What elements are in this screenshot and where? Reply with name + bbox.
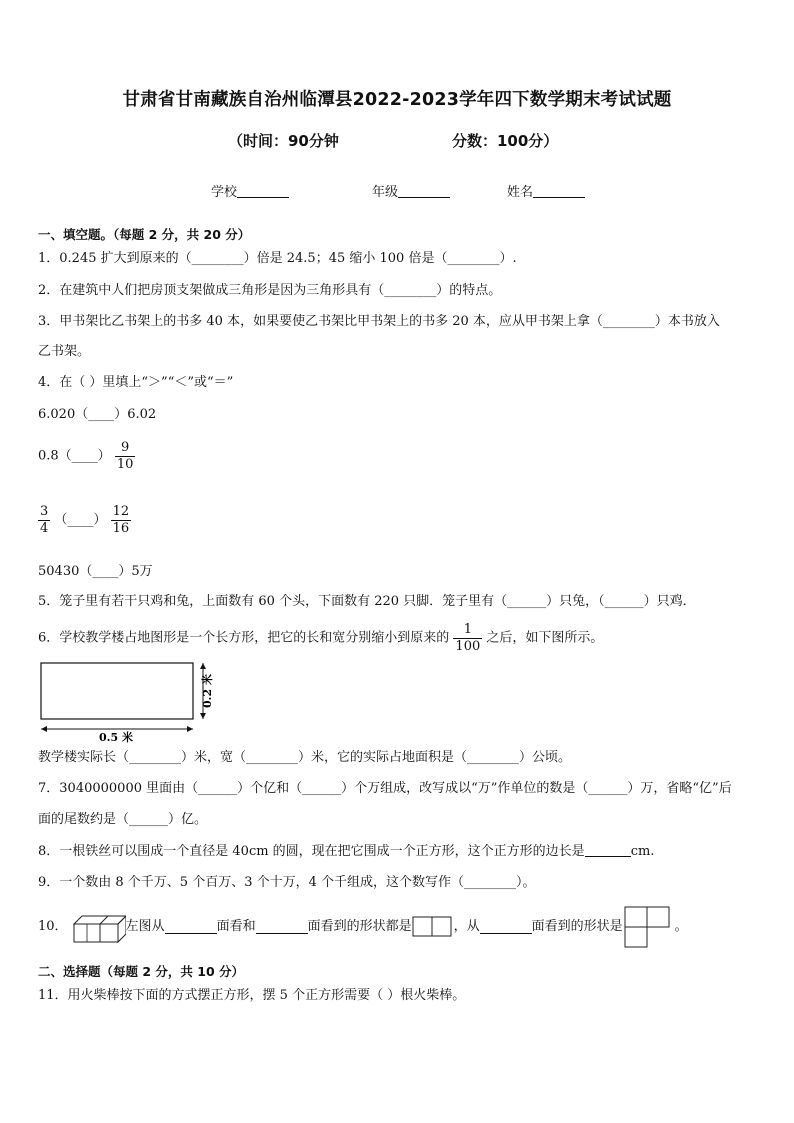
q4b-numerator: 9 (120, 440, 130, 455)
question-8 (38, 843, 654, 861)
q6-height-label: 0.2 米 (201, 674, 214, 708)
question-4c (38, 504, 131, 537)
question-3-line1: 3．甲书架比乙书架上的书多 40 本，如果要使乙书架比甲书架上的书多 20 本，应从甲书架上拿（________）本书放入 (38, 314, 720, 329)
grade-blank[interactable] (398, 185, 450, 198)
q4c-right-denominator: 16 (112, 521, 130, 536)
question-2: 2．在建筑中人们把房顶支架做成三角形是因为三角形具有（________）的特点。 (38, 283, 502, 298)
q4c-middle: （____） (54, 512, 107, 528)
name-blank[interactable] (533, 185, 585, 198)
school-field[interactable] (211, 181, 289, 200)
question-5: 5．笼子里有若干只鸡和兔，上面数有 60 个头，下面数有 220 只脚．笼子里有（______）只兔，（______）只鸡． (38, 594, 696, 609)
q6-post: 之后，如下图所示。 (486, 630, 604, 646)
question-4d: 50430（____）5万 (38, 564, 153, 579)
q6-numerator: 1 (463, 622, 472, 637)
question-10 (38, 905, 688, 949)
q10-text-2: 面看和 (216, 919, 256, 934)
question-3-line2: 乙书架。 (38, 344, 91, 359)
l-shape-squares-icon (623, 905, 671, 949)
q8-post: cm. (630, 844, 655, 859)
q10-text-5: 面看到的形状是 (531, 919, 623, 934)
question-6-answer: 教学楼实际长（________）米，宽（________）米，它的实际占地面积是（________）公顷。 (38, 750, 572, 765)
name-field[interactable] (507, 181, 585, 200)
q10-number: 10． (38, 919, 68, 934)
q10-text-1: 左图从 (125, 919, 165, 934)
grade-field[interactable] (372, 181, 450, 200)
q10-text-3: 面看到的形状都是 (307, 919, 412, 934)
q4c-fraction-left (38, 504, 50, 537)
school-blank[interactable] (237, 185, 289, 198)
two-squares-icon (412, 915, 454, 939)
cube-stack-icon (70, 910, 126, 944)
q10-text-6: 。 (674, 919, 688, 934)
q10-blank-1[interactable] (165, 921, 217, 934)
q10-blank-3[interactable] (480, 921, 532, 934)
q4c-left-denominator: 4 (40, 521, 49, 536)
q4c-right-numerator: 12 (112, 504, 130, 519)
question-7-line2: 面的尾数约是（______）亿。 (38, 812, 208, 827)
q6-denominator: 100 (455, 639, 481, 654)
question-4b (38, 440, 135, 473)
question-11: 11．用火柴棒按下面的方式摆正方形，摆 5 个正方形需要（ ）根火柴棒。 (38, 988, 466, 1003)
q8-blank[interactable] (585, 844, 631, 857)
q6-rectangle (41, 663, 193, 719)
question-6 (38, 622, 603, 655)
q6-pre: 6．学校教学楼占地图形是一个长方形，把它的长和宽分别缩小到原来的 (38, 630, 450, 646)
q10-text-4: ，从 (453, 919, 480, 934)
exam-time: （时间：90分钟 (228, 132, 339, 150)
q4c-fraction-right (111, 504, 132, 537)
name-label: 姓名 (507, 185, 534, 200)
q10-blank-2[interactable] (256, 921, 308, 934)
section2-heading: 二、选择题（每题 2 分，共 10 分） (38, 964, 245, 979)
school-label: 学校 (211, 185, 238, 200)
section1-heading: 一、填空题。（每题 2 分，共 20 分） (38, 227, 251, 242)
grade-label: 年级 (372, 185, 399, 200)
question-9: 9．一个数由 8 个千万、5 个百万、3 个十万，4 个千组成，这个数写作（________）。 (38, 875, 536, 890)
question-7-line1: 7．3040000000 里面由（______）个亿和（______）个万组成，改写成以“万”作单位的数是（______）万，省略“亿”后 (38, 781, 732, 796)
question-4a: 6.020（____）6.02 (38, 407, 157, 422)
exam-score: 分数：100分） (452, 132, 559, 150)
q6-rectangle-diagram (36, 658, 216, 744)
q4b-left: 0.8（____） (38, 448, 111, 464)
q4b-fraction (115, 440, 136, 473)
page-title: 甘肃省甘南藏族自治州临潭县2022-2023学年四下数学期末考试试题 (122, 90, 672, 110)
q4b-denominator: 10 (116, 457, 134, 472)
q6-fraction (453, 622, 482, 655)
question-4: 4．在（ ）里填上“＞”“＜”或“＝” (38, 375, 234, 390)
q6-width-label: 0.5 米 (99, 731, 133, 744)
q8-pre: 8．一根铁丝可以围成一个直径是 40cm 的圆，现在把它围成一个正方形，这个正方形的边长是 (38, 844, 585, 859)
q4c-left-numerator: 3 (40, 504, 49, 519)
question-1: 1．0.245 扩大到原来的（________）倍是 24.5；45 缩小 100 倍是（________）. (38, 251, 517, 266)
